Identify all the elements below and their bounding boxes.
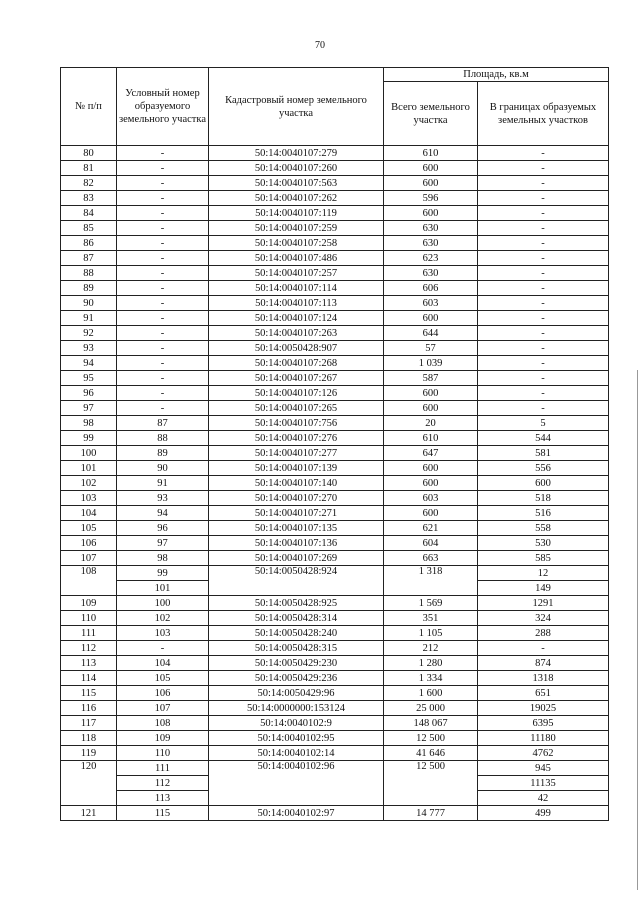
cell-conditional-number: - (117, 371, 209, 386)
cell-cadastral-number: 50:14:0050428:240 (209, 626, 384, 641)
cell-conditional-number: 89 (117, 446, 209, 461)
cell-area-in-bounds: - (478, 341, 609, 356)
cell-row-number: 80 (61, 146, 117, 161)
cell-area-in-bounds: 11135 (478, 776, 609, 791)
cell-area-total: 610 (384, 146, 478, 161)
cell-area-total: 630 (384, 221, 478, 236)
table-row (61, 431, 609, 446)
cell-row-number: 107 (61, 551, 117, 566)
cell-row-number: 91 (61, 311, 117, 326)
cell-cadastral-number: 50:14:0040102:95 (209, 731, 384, 746)
table-header (61, 68, 609, 146)
cell-area-total: 1 280 (384, 656, 478, 671)
cell-area-in-bounds: 581 (478, 446, 609, 461)
table-row (61, 716, 609, 731)
cell-area-in-bounds: 945 (478, 761, 609, 776)
cell-area-in-bounds: 149 (478, 581, 609, 596)
cell-area-in-bounds: - (478, 311, 609, 326)
cell-area-in-bounds: 1318 (478, 671, 609, 686)
cell-row-number: 101 (61, 461, 117, 476)
cell-row-number: 119 (61, 746, 117, 761)
cell-row-number: 87 (61, 251, 117, 266)
table-row (61, 596, 609, 611)
cell-cadastral-number: 50:14:0040107:279 (209, 146, 384, 161)
cell-row-number: 83 (61, 191, 117, 206)
cell-conditional-number: - (117, 296, 209, 311)
cell-cadastral-number: 50:14:0050428:314 (209, 611, 384, 626)
cell-conditional-number: 98 (117, 551, 209, 566)
cell-cadastral-number: 50:14:0040107:276 (209, 431, 384, 446)
cell-conditional-number: 103 (117, 626, 209, 641)
table-row (61, 251, 609, 266)
cell-cadastral-number: 50:14:0040107:563 (209, 176, 384, 191)
cell-conditional-number: - (117, 221, 209, 236)
cell-conditional-number: 107 (117, 701, 209, 716)
cell-area-in-bounds: 5 (478, 416, 609, 431)
cell-area-total: 604 (384, 536, 478, 551)
header-cadastral-number: Кадастровый номер земельного участка (209, 68, 384, 146)
cell-cadastral-number: 50:14:0040107:265 (209, 401, 384, 416)
cell-row-number: 98 (61, 416, 117, 431)
cell-cadastral-number: 50:14:0040102:9 (209, 716, 384, 731)
cell-area-in-bounds: 585 (478, 551, 609, 566)
table-row (61, 536, 609, 551)
cell-area-total: 600 (384, 311, 478, 326)
cell-cadastral-number: 50:14:0040107:267 (209, 371, 384, 386)
cell-area-total: 1 318 (384, 566, 478, 596)
cell-area-in-bounds: 324 (478, 611, 609, 626)
cell-row-number: 93 (61, 341, 117, 356)
table-body (61, 146, 609, 821)
cell-row-number: 92 (61, 326, 117, 341)
cell-area-total: 623 (384, 251, 478, 266)
cell-area-total: 600 (384, 386, 478, 401)
cell-area-total: 600 (384, 476, 478, 491)
cell-row-number: 84 (61, 206, 117, 221)
cell-area-in-bounds: - (478, 251, 609, 266)
cell-conditional-number: 106 (117, 686, 209, 701)
header-area-group: Площадь, кв.м (384, 68, 609, 82)
cell-row-number: 114 (61, 671, 117, 686)
cell-conditional-number: 87 (117, 416, 209, 431)
cell-area-in-bounds: 4762 (478, 746, 609, 761)
cell-area-total: 148 067 (384, 716, 478, 731)
cell-area-in-bounds: - (478, 236, 609, 251)
cell-area-in-bounds: - (478, 371, 609, 386)
cell-cadastral-number: 50:14:0040107:486 (209, 251, 384, 266)
table-row (61, 206, 609, 221)
table-row (61, 746, 609, 761)
header-conditional-number: Условный номер образуемого земельного участка (117, 68, 209, 146)
cell-conditional-number: 108 (117, 716, 209, 731)
page-number: 70 (315, 40, 325, 51)
cell-cadastral-number: 50:14:0040102:97 (209, 806, 384, 821)
cell-conditional-number: - (117, 401, 209, 416)
cell-area-total: 1 039 (384, 356, 478, 371)
table-row (61, 341, 609, 356)
table-row (61, 506, 609, 521)
cell-area-total: 12 500 (384, 761, 478, 806)
cell-cadastral-number: 50:14:0040107:268 (209, 356, 384, 371)
cell-cadastral-number: 50:14:0040107:113 (209, 296, 384, 311)
cell-row-number: 102 (61, 476, 117, 491)
cell-cadastral-number: 50:14:0040107:263 (209, 326, 384, 341)
cell-conditional-number: - (117, 161, 209, 176)
table-row (61, 491, 609, 506)
cell-cadastral-number: 50:14:0050428:925 (209, 596, 384, 611)
cell-conditional-number: 93 (117, 491, 209, 506)
cell-conditional-number: - (117, 206, 209, 221)
table-row (61, 371, 609, 386)
cell-conditional-number: 112 (117, 776, 209, 791)
table-row (61, 386, 609, 401)
header-area-in-bounds: В границах образуемых земельных участков (478, 82, 609, 146)
cell-row-number: 108 (61, 566, 117, 596)
cell-area-total: 600 (384, 461, 478, 476)
cell-area-total: 1 600 (384, 686, 478, 701)
cell-conditional-number: - (117, 386, 209, 401)
cell-conditional-number: 104 (117, 656, 209, 671)
cell-cadastral-number: 50:14:0050429:96 (209, 686, 384, 701)
scan-edge-mark (637, 370, 638, 890)
table-row (61, 761, 609, 776)
table-row (61, 656, 609, 671)
cell-area-in-bounds: 518 (478, 491, 609, 506)
cell-cadastral-number: 50:14:0050429:230 (209, 656, 384, 671)
cell-conditional-number: 115 (117, 806, 209, 821)
cell-area-total: 1 334 (384, 671, 478, 686)
cell-row-number: 85 (61, 221, 117, 236)
cell-area-in-bounds: - (478, 386, 609, 401)
table-row (61, 161, 609, 176)
cell-conditional-number: - (117, 326, 209, 341)
table-row (61, 626, 609, 641)
cell-area-in-bounds: 600 (478, 476, 609, 491)
header-num: № п/п (61, 68, 117, 146)
cell-row-number: 96 (61, 386, 117, 401)
cell-area-total: 603 (384, 491, 478, 506)
cell-area-total: 12 500 (384, 731, 478, 746)
cell-area-in-bounds: 558 (478, 521, 609, 536)
cell-area-total: 606 (384, 281, 478, 296)
cell-conditional-number: - (117, 251, 209, 266)
cell-area-in-bounds: - (478, 146, 609, 161)
cell-row-number: 94 (61, 356, 117, 371)
cell-conditional-number: - (117, 266, 209, 281)
cell-row-number: 116 (61, 701, 117, 716)
cell-area-in-bounds: - (478, 221, 609, 236)
cell-area-in-bounds: - (478, 191, 609, 206)
table-row (61, 446, 609, 461)
table-row (61, 236, 609, 251)
table-row (61, 401, 609, 416)
cell-area-total: 20 (384, 416, 478, 431)
cell-area-in-bounds: 1291 (478, 596, 609, 611)
cell-conditional-number: 113 (117, 791, 209, 806)
cell-area-total: 57 (384, 341, 478, 356)
cell-area-total: 587 (384, 371, 478, 386)
cell-area-in-bounds: 42 (478, 791, 609, 806)
cell-row-number: 120 (61, 761, 117, 806)
cell-cadastral-number: 50:14:0040107:119 (209, 206, 384, 221)
cell-conditional-number: - (117, 356, 209, 371)
cell-area-total: 600 (384, 401, 478, 416)
table-row (61, 461, 609, 476)
table-row (61, 221, 609, 236)
cell-row-number: 106 (61, 536, 117, 551)
cell-conditional-number: - (117, 341, 209, 356)
cell-row-number: 99 (61, 431, 117, 446)
header-area-total: Всего земельного участка (384, 82, 478, 146)
cell-area-total: 644 (384, 326, 478, 341)
cell-conditional-number: - (117, 176, 209, 191)
cell-area-in-bounds: 651 (478, 686, 609, 701)
cell-row-number: 105 (61, 521, 117, 536)
cell-area-in-bounds: 516 (478, 506, 609, 521)
cell-area-total: 600 (384, 206, 478, 221)
cell-cadastral-number: 50:14:0040107:260 (209, 161, 384, 176)
cell-cadastral-number: 50:14:0040107:270 (209, 491, 384, 506)
cell-row-number: 100 (61, 446, 117, 461)
cell-cadastral-number: 50:14:0040107:136 (209, 536, 384, 551)
cell-cadastral-number: 50:14:0040107:124 (209, 311, 384, 326)
cell-area-in-bounds: - (478, 176, 609, 191)
cell-area-total: 41 646 (384, 746, 478, 761)
table-row (61, 416, 609, 431)
cell-conditional-number: 94 (117, 506, 209, 521)
cell-row-number: 112 (61, 641, 117, 656)
cell-cadastral-number: 50:14:0040107:271 (209, 506, 384, 521)
cell-area-total: 603 (384, 296, 478, 311)
table-row (61, 266, 609, 281)
cell-conditional-number: 111 (117, 761, 209, 776)
cell-cadastral-number: 50:14:0040107:269 (209, 551, 384, 566)
cell-cadastral-number: 50:14:0040102:14 (209, 746, 384, 761)
cell-cadastral-number: 50:14:0050428:924 (209, 566, 384, 596)
table-row (61, 611, 609, 626)
cell-area-total: 647 (384, 446, 478, 461)
cell-row-number: 111 (61, 626, 117, 641)
cell-area-in-bounds: - (478, 641, 609, 656)
cell-row-number: 118 (61, 731, 117, 746)
cell-conditional-number: - (117, 146, 209, 161)
cell-row-number: 103 (61, 491, 117, 506)
cell-row-number: 89 (61, 281, 117, 296)
table-row (61, 296, 609, 311)
cell-conditional-number: 100 (117, 596, 209, 611)
cell-conditional-number: - (117, 236, 209, 251)
cell-row-number: 82 (61, 176, 117, 191)
cell-conditional-number: 97 (117, 536, 209, 551)
cell-area-total: 610 (384, 431, 478, 446)
cell-row-number: 109 (61, 596, 117, 611)
cell-cadastral-number: 50:14:0040107:262 (209, 191, 384, 206)
cell-conditional-number: 99 (117, 566, 209, 581)
table-row (61, 146, 609, 161)
cell-area-in-bounds: 11180 (478, 731, 609, 746)
cell-row-number: 113 (61, 656, 117, 671)
table-row (61, 701, 609, 716)
cell-area-total: 630 (384, 266, 478, 281)
cell-area-total: 14 777 (384, 806, 478, 821)
cell-area-in-bounds: 6395 (478, 716, 609, 731)
table-row (61, 521, 609, 536)
cell-conditional-number: 91 (117, 476, 209, 491)
cell-row-number: 121 (61, 806, 117, 821)
cell-cadastral-number: 50:14:0000000:153124 (209, 701, 384, 716)
cell-area-total: 351 (384, 611, 478, 626)
table-row (61, 476, 609, 491)
table-row (61, 311, 609, 326)
cell-area-total: 600 (384, 506, 478, 521)
cell-row-number: 115 (61, 686, 117, 701)
cell-conditional-number: - (117, 191, 209, 206)
cell-area-in-bounds: - (478, 401, 609, 416)
cell-cadastral-number: 50:14:0040107:277 (209, 446, 384, 461)
cell-area-total: 1 105 (384, 626, 478, 641)
cell-conditional-number: 101 (117, 581, 209, 596)
cell-cadastral-number: 50:14:0050428:315 (209, 641, 384, 656)
cell-area-in-bounds: - (478, 266, 609, 281)
cell-cadastral-number: 50:14:0040107:126 (209, 386, 384, 401)
cell-area-total: 600 (384, 161, 478, 176)
cell-conditional-number: 88 (117, 431, 209, 446)
cell-area-total: 621 (384, 521, 478, 536)
cell-area-in-bounds: 288 (478, 626, 609, 641)
cell-row-number: 104 (61, 506, 117, 521)
cell-conditional-number: - (117, 311, 209, 326)
cell-row-number: 97 (61, 401, 117, 416)
cell-cadastral-number: 50:14:0040107:135 (209, 521, 384, 536)
cell-area-in-bounds: - (478, 326, 609, 341)
cell-area-in-bounds: 530 (478, 536, 609, 551)
table-row (61, 566, 609, 581)
cell-area-total: 1 569 (384, 596, 478, 611)
cell-cadastral-number: 50:14:0040107:258 (209, 236, 384, 251)
table-row (61, 731, 609, 746)
cell-area-total: 630 (384, 236, 478, 251)
cell-conditional-number: - (117, 641, 209, 656)
table-row (61, 551, 609, 566)
table-row (61, 176, 609, 191)
cell-cadastral-number: 50:14:0040107:114 (209, 281, 384, 296)
cell-conditional-number: - (117, 281, 209, 296)
table-row (61, 191, 609, 206)
cell-area-in-bounds: - (478, 356, 609, 371)
cell-row-number: 95 (61, 371, 117, 386)
cell-row-number: 86 (61, 236, 117, 251)
table-row (61, 686, 609, 701)
table-row (61, 806, 609, 821)
cell-area-total: 25 000 (384, 701, 478, 716)
table-row (61, 356, 609, 371)
cell-conditional-number: 109 (117, 731, 209, 746)
cell-conditional-number: 96 (117, 521, 209, 536)
cell-area-in-bounds: 19025 (478, 701, 609, 716)
cell-row-number: 81 (61, 161, 117, 176)
cell-area-in-bounds: - (478, 281, 609, 296)
cell-area-in-bounds: - (478, 296, 609, 311)
cell-cadastral-number: 50:14:0050429:236 (209, 671, 384, 686)
table-row (61, 641, 609, 656)
cell-conditional-number: 110 (117, 746, 209, 761)
cell-area-in-bounds: 544 (478, 431, 609, 446)
cell-cadastral-number: 50:14:0040107:140 (209, 476, 384, 491)
cell-area-in-bounds: - (478, 206, 609, 221)
cell-area-total: 663 (384, 551, 478, 566)
cell-row-number: 117 (61, 716, 117, 731)
cell-cadastral-number: 50:14:0040102:96 (209, 761, 384, 806)
table-row (61, 281, 609, 296)
cell-row-number: 90 (61, 296, 117, 311)
cell-cadastral-number: 50:14:0040107:257 (209, 266, 384, 281)
cell-area-total: 212 (384, 641, 478, 656)
cell-cadastral-number: 50:14:0050428:907 (209, 341, 384, 356)
cell-cadastral-number: 50:14:0040107:139 (209, 461, 384, 476)
cell-conditional-number: 102 (117, 611, 209, 626)
cell-conditional-number: 105 (117, 671, 209, 686)
cell-area-in-bounds: 874 (478, 656, 609, 671)
table-row (61, 671, 609, 686)
land-plots-table (60, 67, 609, 821)
cell-cadastral-number: 50:14:0040107:756 (209, 416, 384, 431)
cell-area-in-bounds: 556 (478, 461, 609, 476)
cell-area-in-bounds: 499 (478, 806, 609, 821)
cell-row-number: 110 (61, 611, 117, 626)
cell-area-total: 600 (384, 176, 478, 191)
cell-area-in-bounds: - (478, 161, 609, 176)
cell-conditional-number: 90 (117, 461, 209, 476)
cell-row-number: 88 (61, 266, 117, 281)
table-row (61, 326, 609, 341)
cell-cadastral-number: 50:14:0040107:259 (209, 221, 384, 236)
cell-area-in-bounds: 12 (478, 566, 609, 581)
cell-area-total: 596 (384, 191, 478, 206)
